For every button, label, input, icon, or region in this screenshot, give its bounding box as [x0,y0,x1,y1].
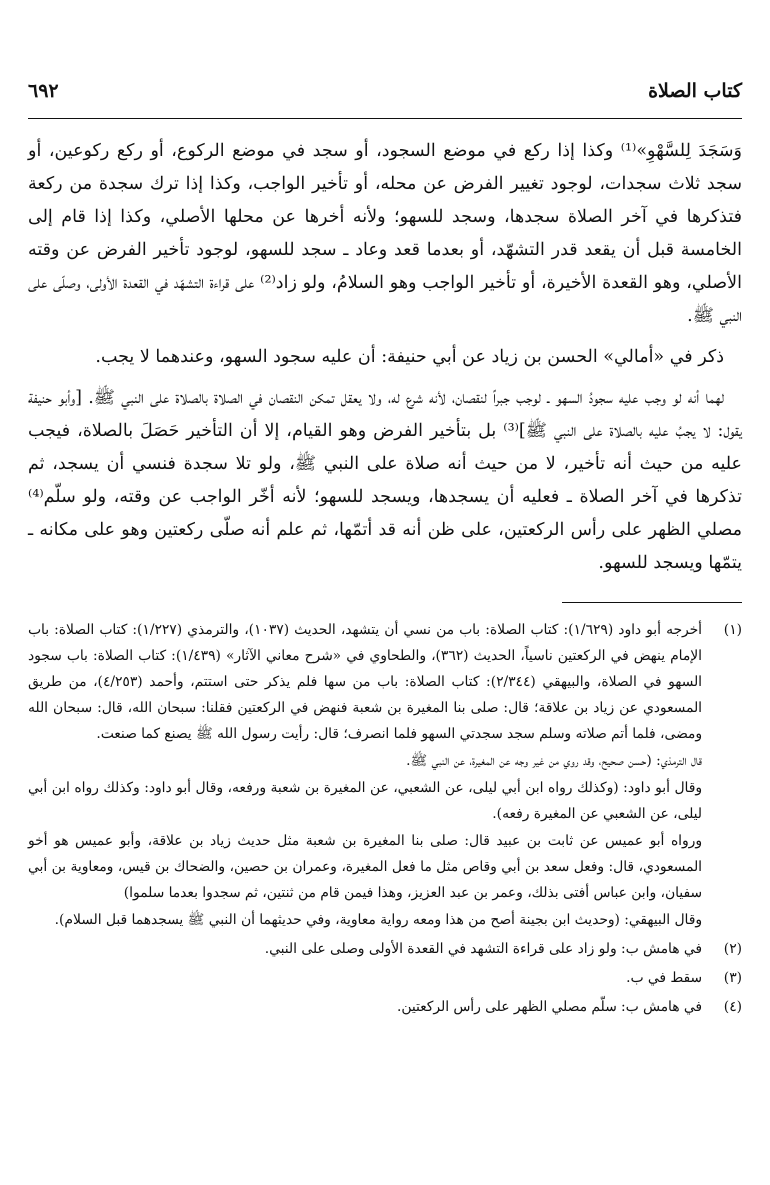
footnote-separator [562,602,742,603]
chapter-title: كتاب الصلاة [648,80,742,102]
footnote-mark: (١) [723,622,742,638]
footnotes [28,617,742,1021]
paragraph: ذكر في «أمالي» الحسن بن زياد عن أبي حنيفة: أن عليه سجود السهو، وعندهما لا يجب. [95,347,724,367]
page-header [28,80,742,116]
book-page [28,80,742,1023]
footnote [28,936,742,963]
page-number: ٦٩٢ [28,80,59,102]
footnote-text [28,965,702,992]
footnote-paragraph: وقال أبو داود: (وكذلك رواه ابن أبي ليلى، عن الشعبي، عن المغيرة بن شعبة ورفعه، وقال أبو داود: وكذلك رواه ابن أبي ليلى، عن الشعبي عن المغيرة رفعه). [28,780,702,822]
footnote-text [28,994,702,1021]
footnote-mark: (٢) [723,941,742,957]
footnote-paragraph: وقال البيهقي: (وحديث ابن بجينة أصح من هذا ومعه رواية معاوية، وفي حديثهما أن النبي ﷺ يسجدهما قبل السلام). [54,912,702,928]
footnote-mark: (٤) [723,999,742,1015]
footnote [28,994,742,1021]
footnote [28,617,742,934]
paragraph: لهما أنه لو وجب عليه سجودُ السهو ـ لوجب جبراً لنقصان، لأنه شرع له، ولا يعقل تمكن النقصان في الصلاة بالصلاة على النبي ﷺ. [وأبو حنيفة يقول: لا يجبُ عليه بالصلاة على النبي ﷺ]⁽³⁾ بل بتأخير الفرض وهو القيام، إلا أن التأخير حَصَلَ بالصلاة، فيجب عليه من حيث أنه تأخير، لا من حيث أنه صلاة على النبي ﷺ، ولو تلا سجدة فنسي أن يسجد، ثم تذكرها في آخر الصلاة ـ فعليه أن يسجدها، ويسجد للسهو؛ لأنه أخّر الواجب عن وقته، ولو سلّم⁽⁴⁾ مصلي الظهر على رأس الركعتين، على ظن أنه قد أتمّها، ثم علم أنه صلّى ركعتين وهو على مكانه ـ يتمّها ويسجد للسهو. [28,388,742,573]
footnote-paragraph: ورواه أبو عميس عن ثابت بن عبيد قال: صلى بنا المغيرة بن شعبة مثل حديث زياد بن علاقة، وأبو عميس هو أخو المسعودي، قال: وفعل سعد بن أبي وقاص مثل ما فعل المغيرة، وعمران بن حصين، والضحاك بن قيس، ومعاوية بن أبي سفيان، وابن عباس أفتى بذلك، وعمر بن عبد العزيز، وهذا فيمن قام من ثنتين، ثم سجدوا بعدما سلموا) [28,833,702,901]
main-text [28,135,742,580]
header-rule [28,118,742,119]
footnote-paragraph: في هامش ب: سلّم مصلي الظهر على رأس الركعتين. [396,999,702,1015]
paragraph: وَسَجَدَ لِلسَّهْوِ»⁽¹⁾ وكذا إذا ركع في موضع السجود، أو سجد في موضع الركوع، أو ركع ركوعين، أو سجد ثلاث سجدات، لوجود تغيير الفرض عن محله، أو تأخير الواجب، وكذا إذا ترك سجدة من ركعة فتذكرها في آخر الصلاة سجدها، وسجد للسهو؛ ولأنه أخرها عن محلها الأصلي، وكذا إذا قام إلى الخامسة قبل أن يقعد قدر التشهّد، أو بعدما قعد وعاد ـ سجد للسهو، لوجود تأخير الفرض عن وقته الأصلي، وهو القعدة الأخيرة، أو تأخير الواجب وهو السلامُ، ولو زاد⁽²⁾ على قراءة التشهّد في القعدة الأولى، وصلّى على النبي ﷺ. [28,141,742,326]
footnote [28,965,742,992]
footnote-paragraph: أخرجه أبو داود (١/٦٢٩): كتاب الصلاة: باب من نسي أن يتشهد، الحديث (١٠٣٧)، والترمذي (١/٢٢٧): كتاب الصلاة: باب الإمام ينهض في الركعتين ناسياً، الحديث (٣٦٢)، والطحاوي في «شرح معاني الآثار» (١/٤٣٩): كتاب الصلاة: باب سجود السهو في الصلاة، والبيهقي (٢/٣٤٤): كتاب الصلاة: باب من سها فلم يذكر حتى استتم، وأحمد (٤/٢٥٣)، من طريق المسعودي عن زياد بن علاقة؛ قال: صلى بنا المغيرة بن شعبة فنهض في الركعتين فقلنا: سبحان الله، قال: سبحان الله ومضى، فلما أتم صلاته وسلم سجد سجدتي السهو فلما انصرف؛ قال: رأيت رسول الله ﷺ يصنع كما صنعت. [28,622,702,742]
footnote-paragraph: سقط في ب. [626,970,702,986]
footnote-text [28,936,702,963]
footnote-text [28,617,702,934]
footnote-paragraph: في هامش ب: ولو زاد على قراءة التشهد في القعدة الأولى وصلى على النبي. [264,941,702,957]
footnote-paragraph: قال الترمذي: (حسن صحيح، وقد روي من غير وجه عن المغيرة، عن النبي ﷺ. [406,753,702,769]
footnote-mark: (٣) [723,970,742,986]
